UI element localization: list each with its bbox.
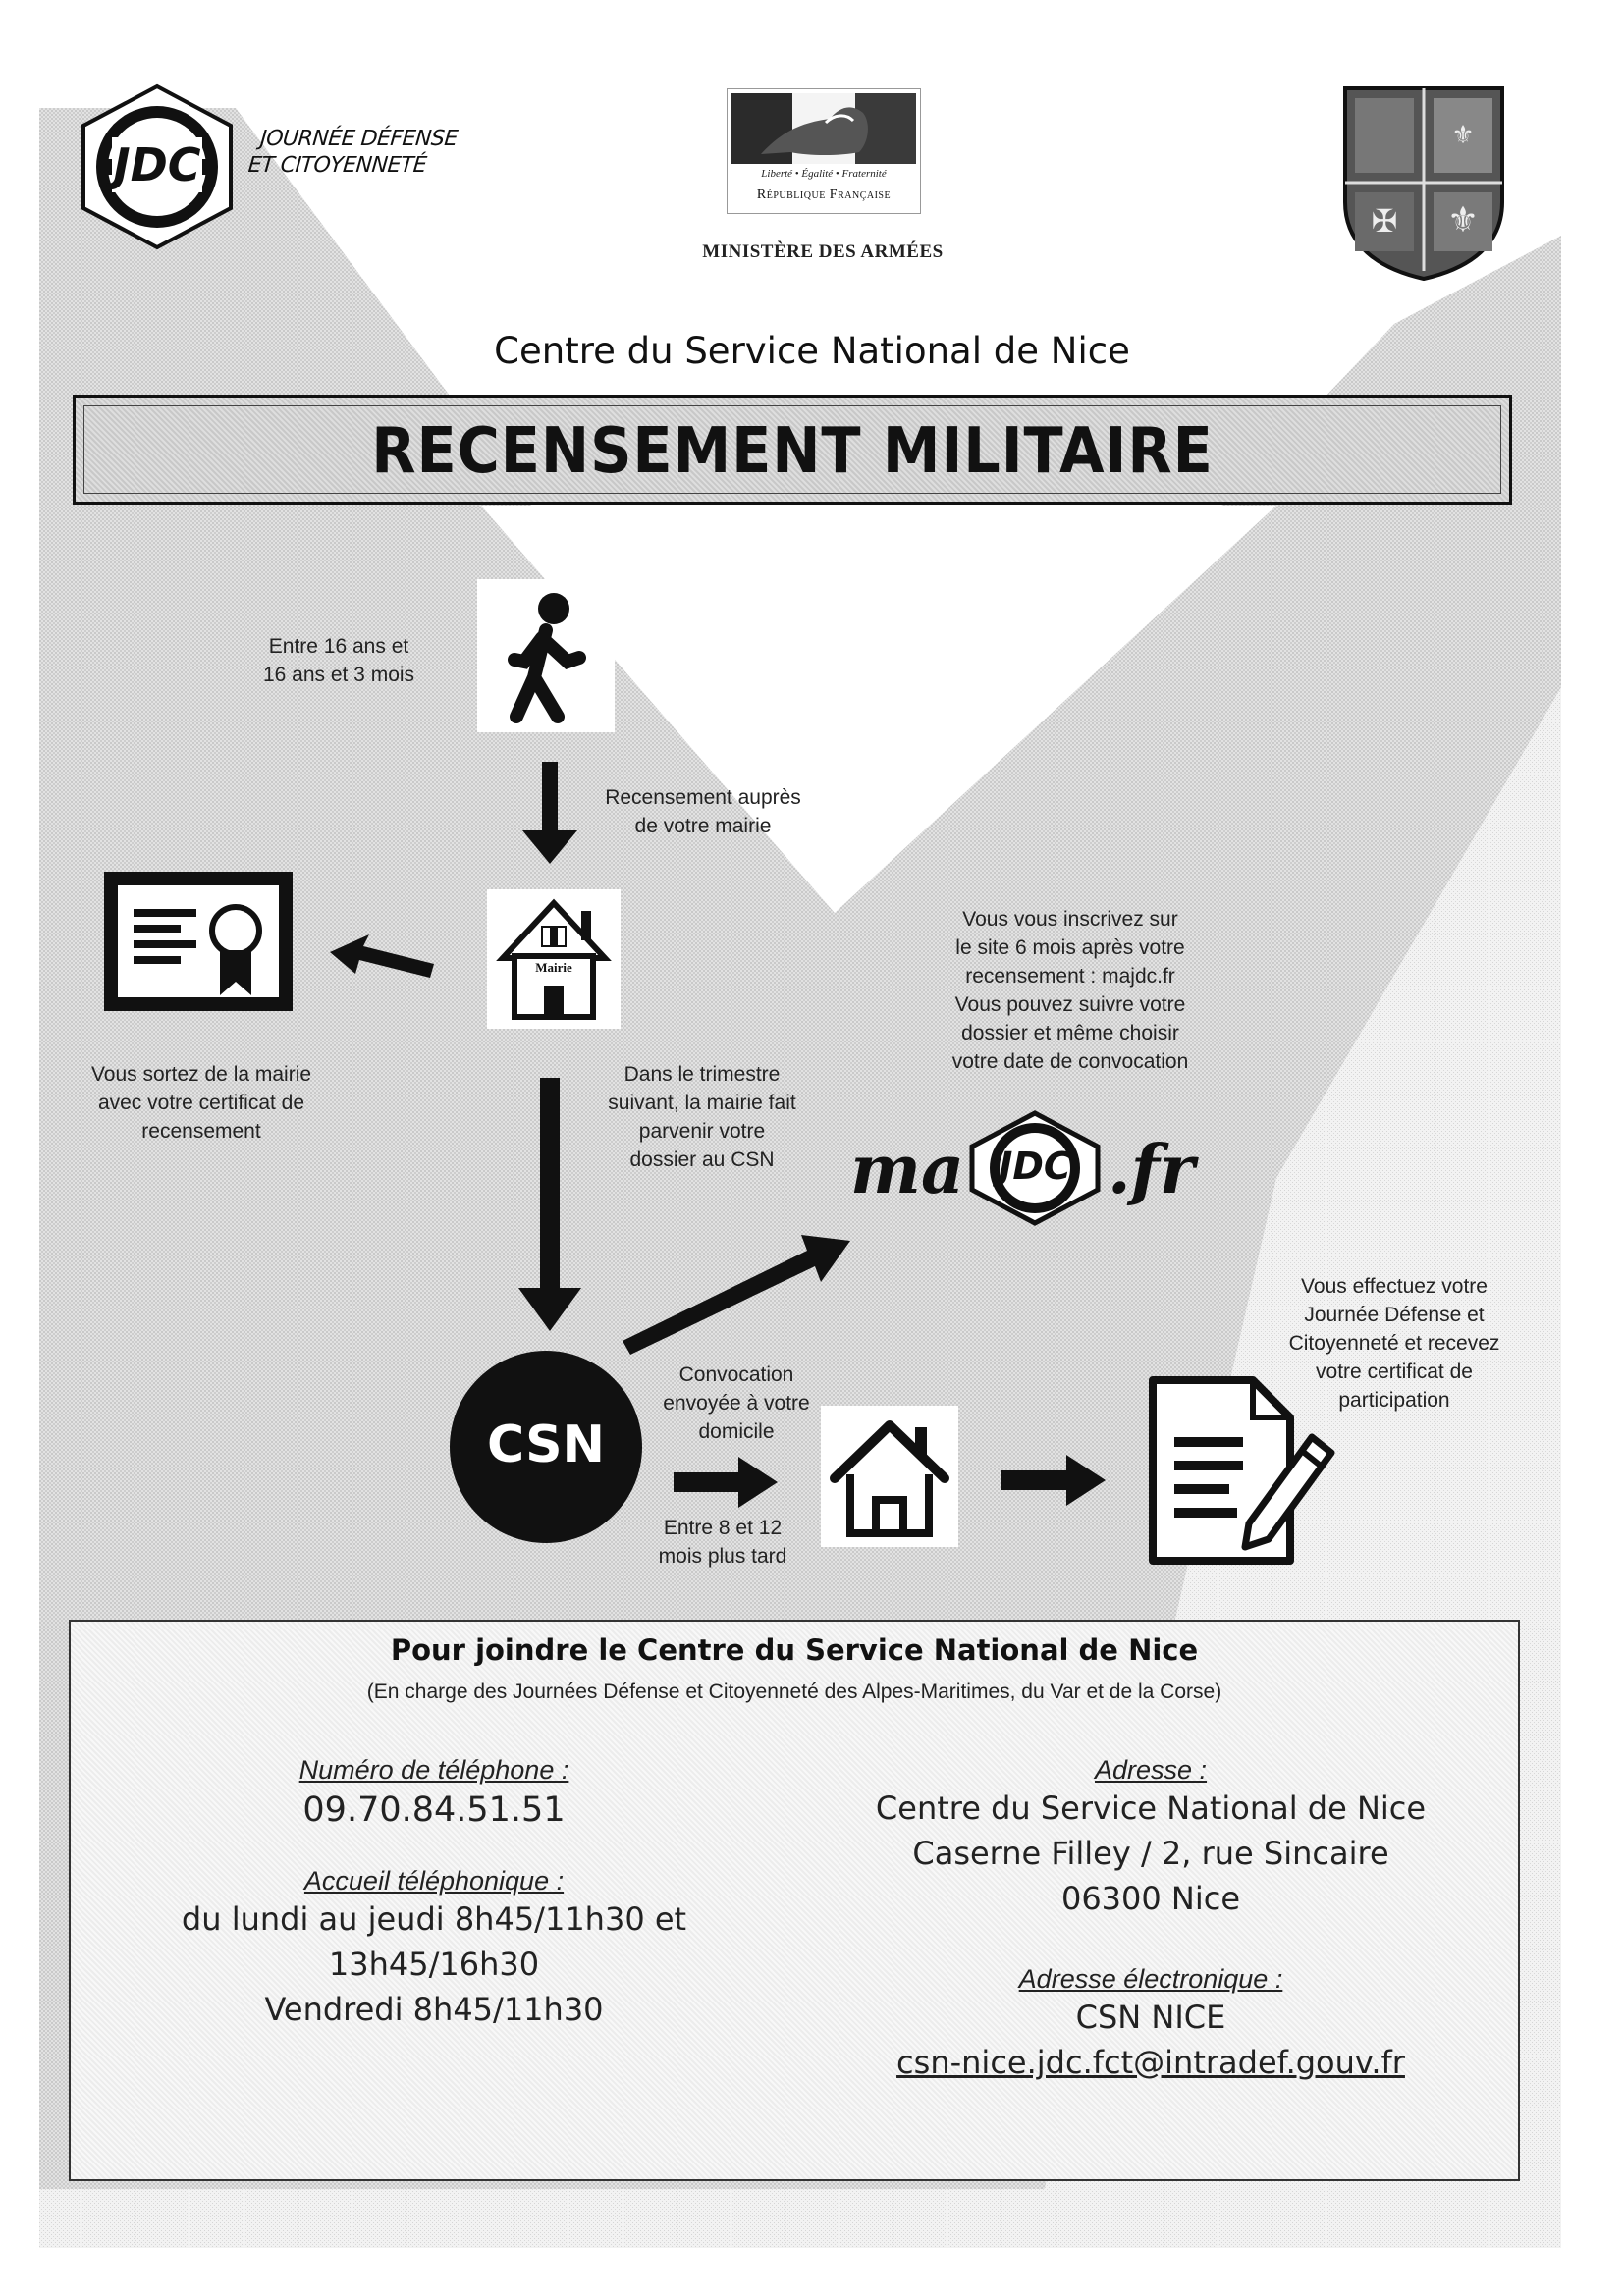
trimestre-label — [579, 1060, 825, 1174]
contact-left-column — [90, 1755, 778, 2032]
delai-label — [624, 1514, 821, 1571]
hours-line1: du lundi au jeudi 8h45/11h30 et 13h45/16h30 — [181, 1900, 687, 1983]
email-name: CSN NICE — [1075, 1999, 1226, 2036]
contact-right-column — [866, 1755, 1435, 2085]
arrow-down-1 — [522, 762, 577, 864]
inscription-label — [923, 905, 1218, 1076]
jdc-final-line2: Journée Défense et — [1304, 1304, 1485, 1326]
contact-title: Pour joindre le Centre du Service National de Nice — [390, 1633, 1199, 1667]
recensement-line1: Recensement auprès — [605, 786, 801, 809]
email-address[interactable]: csn-nice.jdc.fct@intradef.gouv.fr — [896, 2044, 1405, 2081]
certificat-line1: Vous sortez de la mairie — [90, 1063, 312, 1086]
majdc-prefix: ma — [850, 1131, 965, 1209]
rf-name: République Française — [756, 187, 892, 202]
address-label: Adresse : — [1094, 1755, 1208, 1785]
csn-label: CSN — [486, 1415, 606, 1474]
trimestre-line2: suivant, la mairie fait — [608, 1092, 796, 1114]
ministere-label: MINISTÈRE DES ARMÉES — [702, 241, 944, 262]
arrow-left — [330, 934, 434, 991]
convocation-line1: Convocation — [678, 1363, 794, 1386]
email-label: Adresse électronique : — [1018, 1964, 1283, 1994]
jdc-caption-line1: JOURNÉE DÉFENSE — [259, 127, 459, 151]
convocation-line3: domicile — [698, 1420, 775, 1443]
jdc-final-line5: participation — [1338, 1389, 1450, 1412]
rf-motto: Liberté • Égalité • Fraternité — [761, 168, 887, 180]
jdc-caption — [247, 126, 459, 179]
majdc-logo — [850, 1109, 1243, 1227]
majdc-suffix: .fr — [1108, 1131, 1195, 1209]
town-hall-icon — [487, 889, 621, 1029]
address-line3: 06300 Nice — [1060, 1880, 1241, 1917]
certificat-line2: avec votre certificat de — [97, 1092, 305, 1114]
delai-line2: mois plus tard — [658, 1545, 787, 1568]
mairie-box — [487, 889, 621, 1029]
jdc-final-line1: Vous effectuez votre — [1301, 1275, 1488, 1298]
certificate-icon — [102, 870, 295, 1013]
age-label — [226, 632, 452, 689]
phone-label: Numéro de téléphone : — [298, 1755, 569, 1785]
arrow-down-2 — [518, 1078, 581, 1331]
house-box — [821, 1406, 958, 1547]
coat-of-arms-icon — [1341, 84, 1506, 281]
svg-text:✠: ✠ — [1371, 202, 1398, 240]
jdc-logo-text: JDC — [113, 138, 201, 191]
inscription-line1: Vous vous inscrivez sur — [962, 908, 1178, 931]
certificat-line3: recensement — [141, 1120, 261, 1143]
arrow-right-1 — [674, 1457, 778, 1508]
jdc-final-label — [1267, 1272, 1522, 1415]
republique-francaise-logo — [727, 88, 921, 214]
certificat-label — [69, 1060, 334, 1146]
csn-circle — [450, 1351, 642, 1543]
nice-coat-of-arms — [1341, 84, 1506, 281]
inscription-line5: dossier et même choisir — [961, 1022, 1179, 1044]
trimestre-line4: dossier au CSN — [629, 1148, 775, 1171]
svg-text:⚜: ⚜ — [1446, 200, 1480, 240]
age-line2: 16 ans et 3 mois — [262, 664, 415, 686]
phone-number[interactable]: 09.70.84.51.51 — [302, 1790, 566, 1830]
address-line1: Centre du Service National de Nice — [875, 1789, 1427, 1827]
convocation-line2: envoyée à votre — [663, 1392, 810, 1415]
contact-subtitle: (En charge des Journées Défense et Citoyenneté des Alpes-Maritimes, du Var et de la Corse) — [366, 1681, 1222, 1703]
recensement-label — [575, 783, 831, 840]
jdc-final-line3: Citoyenneté et recevez — [1288, 1332, 1500, 1355]
trimestre-line1: Dans le trimestre — [623, 1063, 781, 1086]
delai-line1: Entre 8 et 12 — [663, 1517, 783, 1539]
walking-person-box — [477, 579, 615, 732]
svg-text:⚜: ⚜ — [1451, 121, 1475, 150]
page-title: RECENSEMENT MILITAIRE — [371, 415, 1214, 488]
age-line1: Entre 16 ans et — [268, 635, 409, 658]
inscription-line6: votre date de convocation — [951, 1050, 1189, 1073]
trimestre-line3: parvenir votre — [638, 1120, 766, 1143]
page-subtitle: Centre du Service National de Nice — [494, 330, 1130, 372]
hours-line2: Vendredi 8h45/11h30 — [264, 1991, 604, 2028]
house-icon — [821, 1406, 958, 1547]
inscription-line4: Vous pouvez suivre votre — [954, 993, 1186, 1016]
recensement-line2: de votre mairie — [634, 815, 772, 837]
title-banner — [73, 395, 1512, 505]
convocation-label — [648, 1361, 825, 1446]
hours-label: Accueil téléphonique : — [303, 1866, 565, 1896]
jdc-caption-line2: ET CITOYENNETÉ — [246, 153, 428, 178]
mairie-label: Mairie — [535, 960, 572, 975]
address-line2: Caserne Filley / 2, rue Sincaire — [912, 1835, 1389, 1872]
inscription-line2: le site 6 mois après votre — [955, 936, 1185, 959]
certificate — [102, 870, 295, 1013]
contact-box — [69, 1620, 1520, 2181]
majdc-logo-text: JDC — [999, 1145, 1071, 1188]
jdc-logo — [69, 79, 245, 255]
walking-person-icon — [477, 579, 615, 732]
arrow-diagonal — [619, 1227, 854, 1355]
arrow-right-2 — [1001, 1455, 1106, 1506]
jdc-final-line4: votre certificat de — [1316, 1361, 1473, 1383]
inscription-line3: recensement : majdc.fr — [965, 965, 1175, 988]
marianne-icon — [731, 93, 916, 164]
